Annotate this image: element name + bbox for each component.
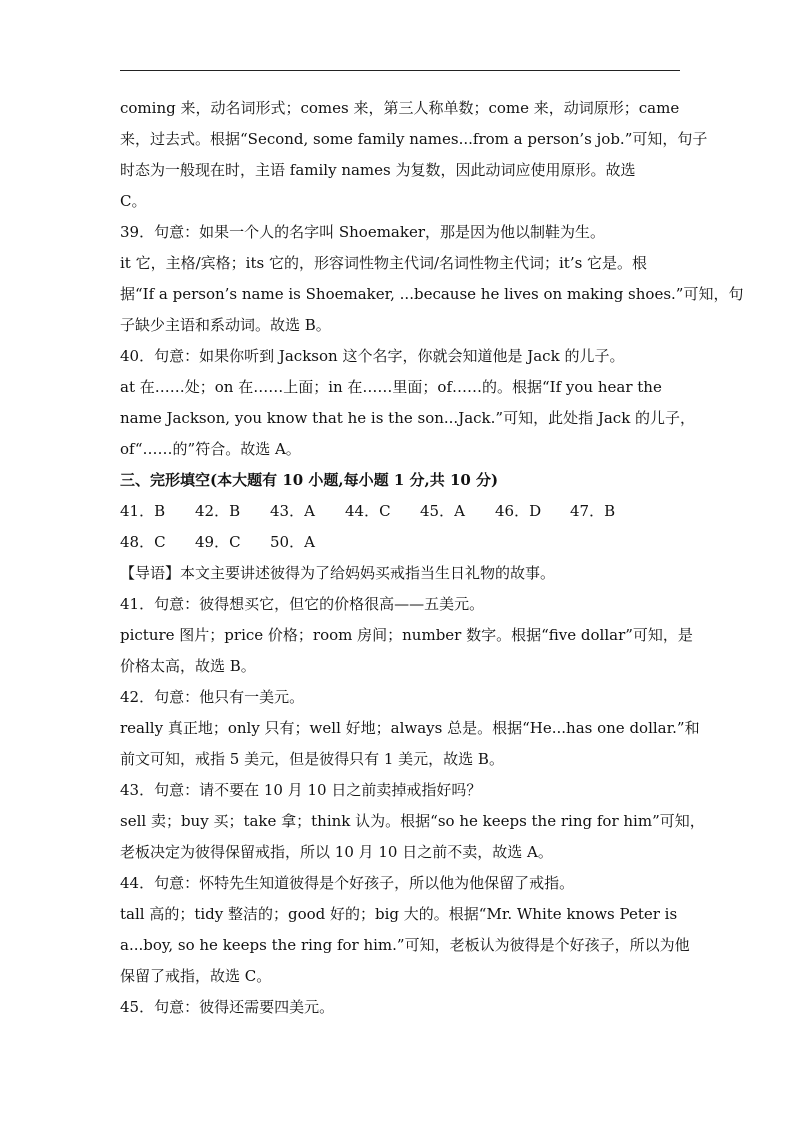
text-line: a...boy, so he keeps the ring for him.”可知，老板认为彼得是个好孩子，所以为他	[120, 936, 690, 954]
answer-item: 42．B	[195, 502, 241, 520]
header-rule	[120, 70, 680, 71]
document-body	[120, 93, 744, 1023]
answer-item: 47．B	[570, 502, 616, 520]
answer-item: 46．D	[495, 502, 542, 520]
question-meaning-40: 40．句意：如果你听到 Jackson 这个名字，你就会知道他是 Jack 的儿子。	[120, 347, 625, 365]
question-meaning-45: 45．句意：彼得还需要四美元。	[120, 998, 335, 1016]
question-meaning-42: 42．句意：他只有一美元。	[120, 688, 305, 706]
answer-item: 49．C	[195, 533, 241, 551]
answer-row	[120, 527, 685, 558]
text-line: 价格太高，故选 B。	[120, 657, 256, 675]
answer-item: 48．C	[120, 533, 166, 551]
answer-item: 44．C	[345, 502, 391, 520]
text-line: 保留了戒指，故选 C。	[120, 967, 272, 985]
text-line: name Jackson, you know that he is the son...Jack.”可知，此处指 Jack 的儿子，	[120, 409, 696, 427]
text-line: coming 来，动名词形式；comes 来，第三人称单数；come 来，动词原形；came	[120, 99, 680, 117]
text-line: tall 高的；tidy 整洁的；good 好的；big 大的。根据“Mr. White knows Peter is	[120, 905, 678, 923]
answer-item: 41．B	[120, 502, 166, 520]
answer-row	[120, 496, 685, 527]
text-line: sell 卖；buy 买；take 拿；think 认为。根据“so he keeps the ring for him”可知，	[120, 812, 705, 830]
text-line: at 在……处；on 在……上面；in 在……里面；of……的。根据“If you hear the	[120, 378, 662, 396]
text-line: 时态为一般现在时，主语 family names 为复数，因此动词应使用原形。故选	[120, 161, 636, 179]
text-line: 前文可知，戒指 5 美元，但是彼得只有 1 美元，故选 B。	[120, 750, 504, 768]
answer-item: 45．A	[420, 502, 465, 520]
answer-item: 50．A	[270, 533, 315, 551]
question-meaning-39: 39．句意：如果一个人的名字叫 Shoemaker，那是因为他以制鞋为生。	[120, 223, 606, 241]
text-line: 老板决定为彼得保留戒指，所以 10 月 10 日之前不卖，故选 A。	[120, 843, 553, 861]
guide-text: 【导语】本文主要讲述彼得为了给妈妈买戒指当生日礼物的故事。	[120, 564, 556, 582]
text-line: 据“If a person’s name is Shoemaker, ...because he lives on making shoes.”可知，句	[120, 285, 744, 303]
question-meaning-43: 43．句意：请不要在 10 月 10 日之前卖掉戒指好吗？	[120, 781, 482, 799]
text-line: 子缺少主语和系动词。故选 B。	[120, 316, 331, 334]
text-line: picture 图片；price 价格；room 房间；number 数字。根据“five dollar”可知，是	[120, 626, 693, 644]
text-line: really 真正地；only 只有；well 好地；always 总是。根据“He...has one dollar.”和	[120, 719, 700, 737]
text-line: C。	[120, 192, 147, 210]
text-line: it 它，主格/宾格；its 它的，形容词性物主代词/名词性物主代词；it’s 它是。根	[120, 254, 648, 272]
question-meaning-41: 41．句意：彼得想买它，但它的价格很高——五美元。	[120, 595, 485, 613]
answer-item: 43．A	[270, 502, 315, 520]
text-line: of“……的”符合。故选 A。	[120, 440, 301, 458]
question-meaning-44: 44．句意：怀特先生知道彼得是个好孩子，所以他为他保留了戒指。	[120, 874, 575, 892]
text-line: 来，过去式。根据“Second, some family names...from a person’s job.”可知，句子	[120, 130, 708, 148]
section-title: 三、完形填空(本大题有 10 小题,每小题 1 分,共 10 分)	[120, 471, 499, 489]
